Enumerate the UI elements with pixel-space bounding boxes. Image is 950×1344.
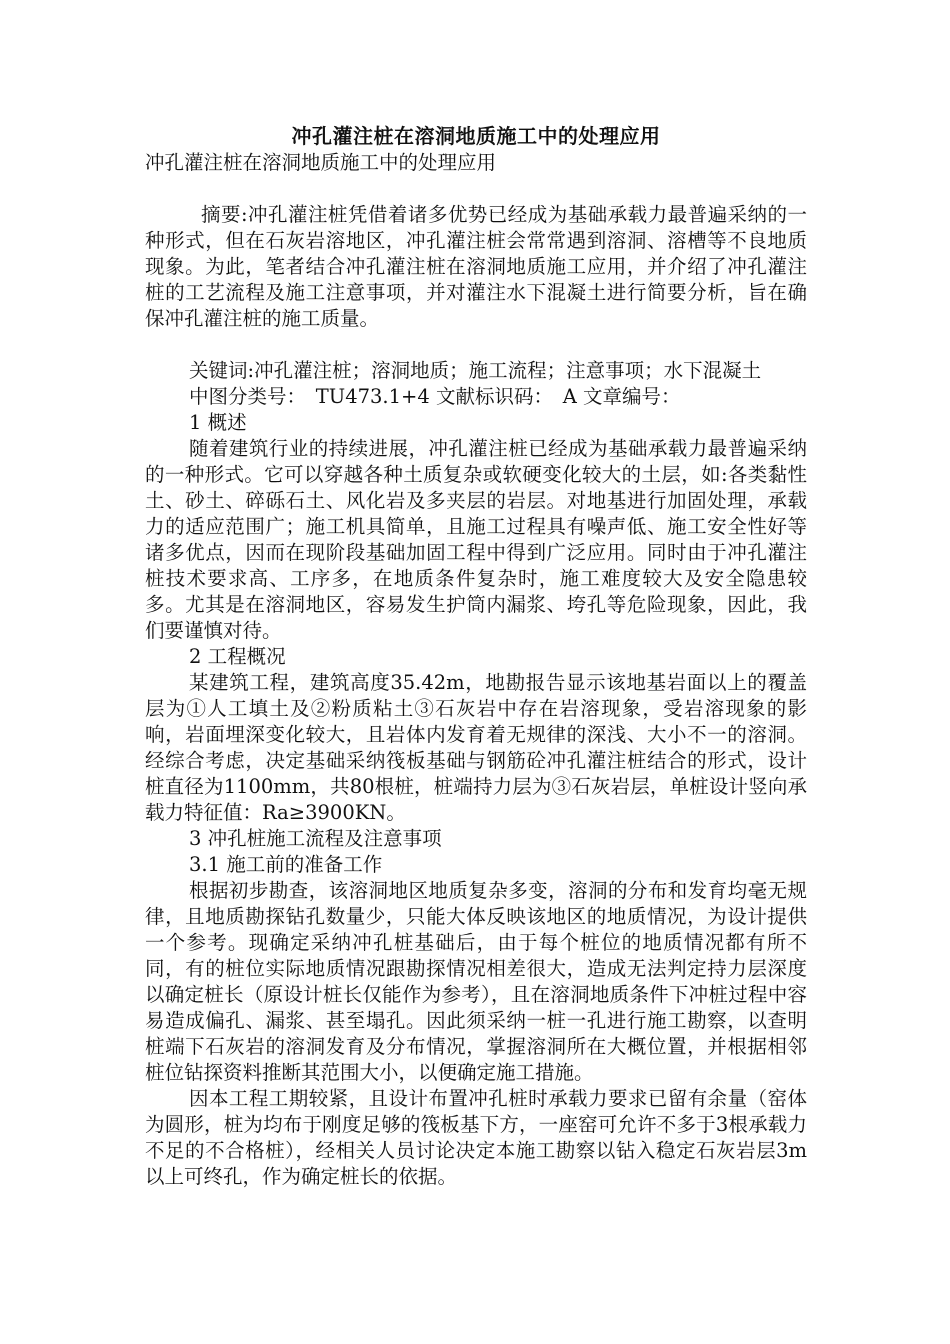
spacer <box>145 332 807 358</box>
section-1-paragraph: 随着建筑行业的持续进展，冲孔灌注桩已经成为基础承载力最普遍采纳的一种形式。它可以穿越各种土质复杂或软硬变化较大的土层，如:各类黏性土、砂土、碎砾石土、风化岩及多夹层的岩层。对地基进行加固处理，承载力的适应范围广；施工机具简单，且施工过程具有噪声低、施工安全性好等诸多优点，因而在现阶段基础加固工程中得到广泛应用。同时由于冲孔灌注桩技术要求高、工序多，在地质条件复杂时，施工难度较大及安全隐患较多。尤其是在溶洞地区，容易发生护筒内漏浆、垮孔等危险现象，因此，我们要谨慎对待。 <box>145 437 807 642</box>
section-3-1-paragraph-1: 根据初步勘查，该溶洞地区地质复杂多变，溶洞的分布和发育均毫无规律，且地质勘探钻孔数量少，只能大体反映该地区的地质情况，为设计提供一个参考。现确定采纳冲孔桩基础后，由于每个桩位的地质情况都有所不同，有的桩位实际地质情况跟勘探情况相差很大，造成无法判定持力层深度以确定桩长（原设计桩长仅能作为参考），且在溶洞地质条件下冲桩过程中容易造成偏孔、漏浆、甚至塌孔。因此须采纳一桩一孔进行施工勘察，以查明桩端下石灰岩的溶洞发育及分布情况，掌握溶洞所在大概位置，并根据相邻桩位钻探资料推断其范围大小，以便确定施工措施。 <box>145 879 807 1084</box>
section-2-heading: 2 工程概况 <box>189 645 286 668</box>
section-1-heading: 1 概述 <box>189 411 247 434</box>
section-3-1-paragraph-2: 因本工程工期较紧，且设计布置冲孔桩时承载力要求已留有余量（窑体为圆形，桩为均布于刚度足够的筏板基下方，一座窑可允许不多于3根承载力不足的不合格桩），经相关人员讨论决定本施工勘察以钻入稳定石灰岩层3m以上可终孔，作为确定桩长的依据。 <box>145 1087 807 1188</box>
keywords-paragraph: 关键词:冲孔灌注桩；溶洞地质；施工流程；注意事项；水下混凝土 <box>189 359 762 382</box>
document-title: 冲孔灌注桩在溶洞地质施工中的处理应用 <box>291 124 661 148</box>
abstract-paragraph: 摘要:冲孔灌注桩凭借着诸多优势已经成为基础承载力最普遍采纳的一种形式，但在石灰岩溶地区，冲孔灌注桩会常常遇到溶洞、溶槽等不良地质现象。为此，笔者结合冲孔灌注桩在溶洞地质施工应用，并介绍了冲孔灌注桩的工艺流程及施工注意事项，并对灌注水下混凝土进行简要分析，旨在确保冲孔灌注桩的施工质量。 <box>145 203 807 330</box>
spacer <box>145 176 807 202</box>
classification-line: 中图分类号： TU473.1+4 文献标识码： A 文章编号： <box>189 385 681 408</box>
section-3-heading: 3 冲孔桩施工流程及注意事项 <box>189 827 442 850</box>
document-page <box>145 122 807 1190</box>
section-2-paragraph: 某建筑工程，建筑高度35.42m，地勘报告显示该地基岩面以上的覆盖层为①人工填土及②粉质粘土③石灰岩中存在岩溶现象，受岩溶现象的影响，岩面埋深变化较大，且岩体内发育着无规律的深浅、大小不一的溶洞。经综合考虑，决定基础采纳筏板基础与钢筋砼冲孔灌注桩结合的形式，设计桩直径为1100mm，共80根桩，桩端持力层为③石灰岩层，单桩设计竖向承载力特征值：Ra≥3900KN。 <box>145 671 807 824</box>
document-subtitle: 冲孔灌注桩在溶洞地质施工中的处理应用 <box>145 151 497 174</box>
section-3-1-heading: 3.1 施工前的准备工作 <box>189 853 383 876</box>
